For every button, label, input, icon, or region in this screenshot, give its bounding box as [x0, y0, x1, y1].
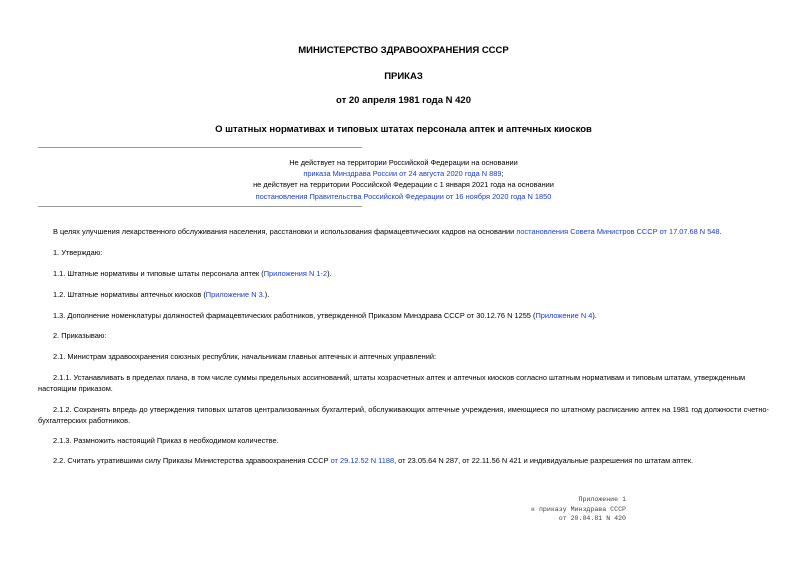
document-title: О штатных нормативах и типовых штатах персонала аптек и аптечных киосков — [215, 124, 592, 135]
paragraph-1-1-text: 1.1. Штатные нормативы и типовые штаты персонала аптек ( — [53, 269, 264, 278]
paragraph-1-2 — [38, 289, 769, 300]
paragraph-2-1: 2.1. Министрам здравоохранения союзных республик, начальникам главных аптечных и аптечных управлений: — [53, 352, 437, 361]
paragraph-2: 2. Приказываю: — [53, 331, 107, 340]
preamble-text: В целях улучшения лекарственного обслуживания населения, расстановки и использования фармацевтических кадров на основании — [53, 227, 517, 236]
paragraph-2-2 — [38, 455, 769, 466]
appendix-line-3: от 20.04.81 N 420 — [558, 515, 626, 522]
notice-line-3: не действует на территории Российской Федерации с 1 января 2021 года на основании — [253, 180, 554, 190]
paragraph-1-3 — [38, 310, 769, 321]
doc-type-heading: ПРИКАЗ — [384, 71, 423, 82]
notice-line-2-tail: ; — [501, 169, 504, 179]
ministry-heading: МИНИСТЕРСТВО ЗДРАВООХРАНЕНИЯ СССР — [298, 45, 509, 56]
paragraph-2-2-text: 2.2. Считать утратившими силу Приказы Министерства здравоохранения СССР — [53, 456, 331, 465]
preamble-end: . — [719, 227, 722, 236]
paragraph-2-1-1: 2.1.1. Устанавливать в пределах плана, в том числе суммы предельных ассигнований, штаты хозрасчетных аптек и аптечных киосков согласно штатным нормативам и типовым штатам, утвержденным настоящим приказом. — [38, 373, 746, 393]
order-889-link[interactable]: приказа Минздрава России от 24 августа 2020 года N 889 — [303, 169, 502, 179]
paragraph-1-1-end: ). — [327, 269, 332, 278]
appendix-4-link[interactable]: Приложение N 4 — [535, 311, 593, 320]
paragraph-1-1 — [38, 268, 769, 279]
paragraph-2-1-3: 2.1.3. Размножить настоящий Приказ в необходимом количестве. — [53, 436, 279, 445]
appendix-line-1: Приложение 1 — [578, 496, 626, 503]
notice-line-2 — [0, 168, 807, 179]
notice-bottom-divider — [38, 206, 362, 207]
appendix-3-link[interactable]: Приложение N 3. — [205, 290, 265, 299]
notice-line-1: Не действует на территории Российской Федерации на основании — [289, 158, 518, 167]
paragraph-1: 1. Утверждаю: — [53, 248, 103, 257]
paragraph-1-3-text: 1.3. Дополнение номенклатуры должностей фармацевтических работников, утвержденной Приказом Минздрава СССР от 30.12.76 N 1255 ( — [53, 311, 536, 320]
paragraph-1-2-end: ). — [264, 290, 270, 299]
resolution-1850-link[interactable]: постановления Правительства Российской Федерации от 16 ноября 2020 года N 1850 — [255, 191, 552, 201]
status-notice — [0, 157, 807, 202]
paragraph-2-1-2: 2.1.2. Сохранять впредь до утверждения типовых штатов централизованных бухгалтерий, обслуживающих аптечные учреждения, имеющиеся по штатному расписанию аптек на 1981 год должности счетно-бухгалтерских работников. — [38, 405, 769, 425]
appendix-label — [520, 495, 626, 524]
appendix-line-2: к приказу Минздрава СССР — [531, 505, 626, 513]
paragraph-2-2-end: , от 23.05.64 N 287, от 22.11.56 N 421 и индивидуальные разрешения по штатам аптек. — [394, 456, 694, 465]
resolution-548-link[interactable]: постановления Совета Министров СССР от 17.07.68 N 548 — [516, 227, 720, 236]
order-1188-link[interactable]: от 29.12.52 N 1188 — [330, 456, 395, 465]
appendix-1-2-link[interactable]: Приложения N 1-2 — [263, 269, 328, 278]
paragraph-1-2-text: 1.2. Штатные нормативы аптечных киосков ( — [53, 290, 206, 299]
date-number-heading: от 20 апреля 1981 года N 420 — [336, 95, 471, 106]
notice-top-divider — [38, 147, 362, 148]
preamble-paragraph — [38, 226, 769, 237]
paragraph-1-3-end: ). — [592, 311, 597, 320]
notice-line-4 — [0, 191, 807, 202]
